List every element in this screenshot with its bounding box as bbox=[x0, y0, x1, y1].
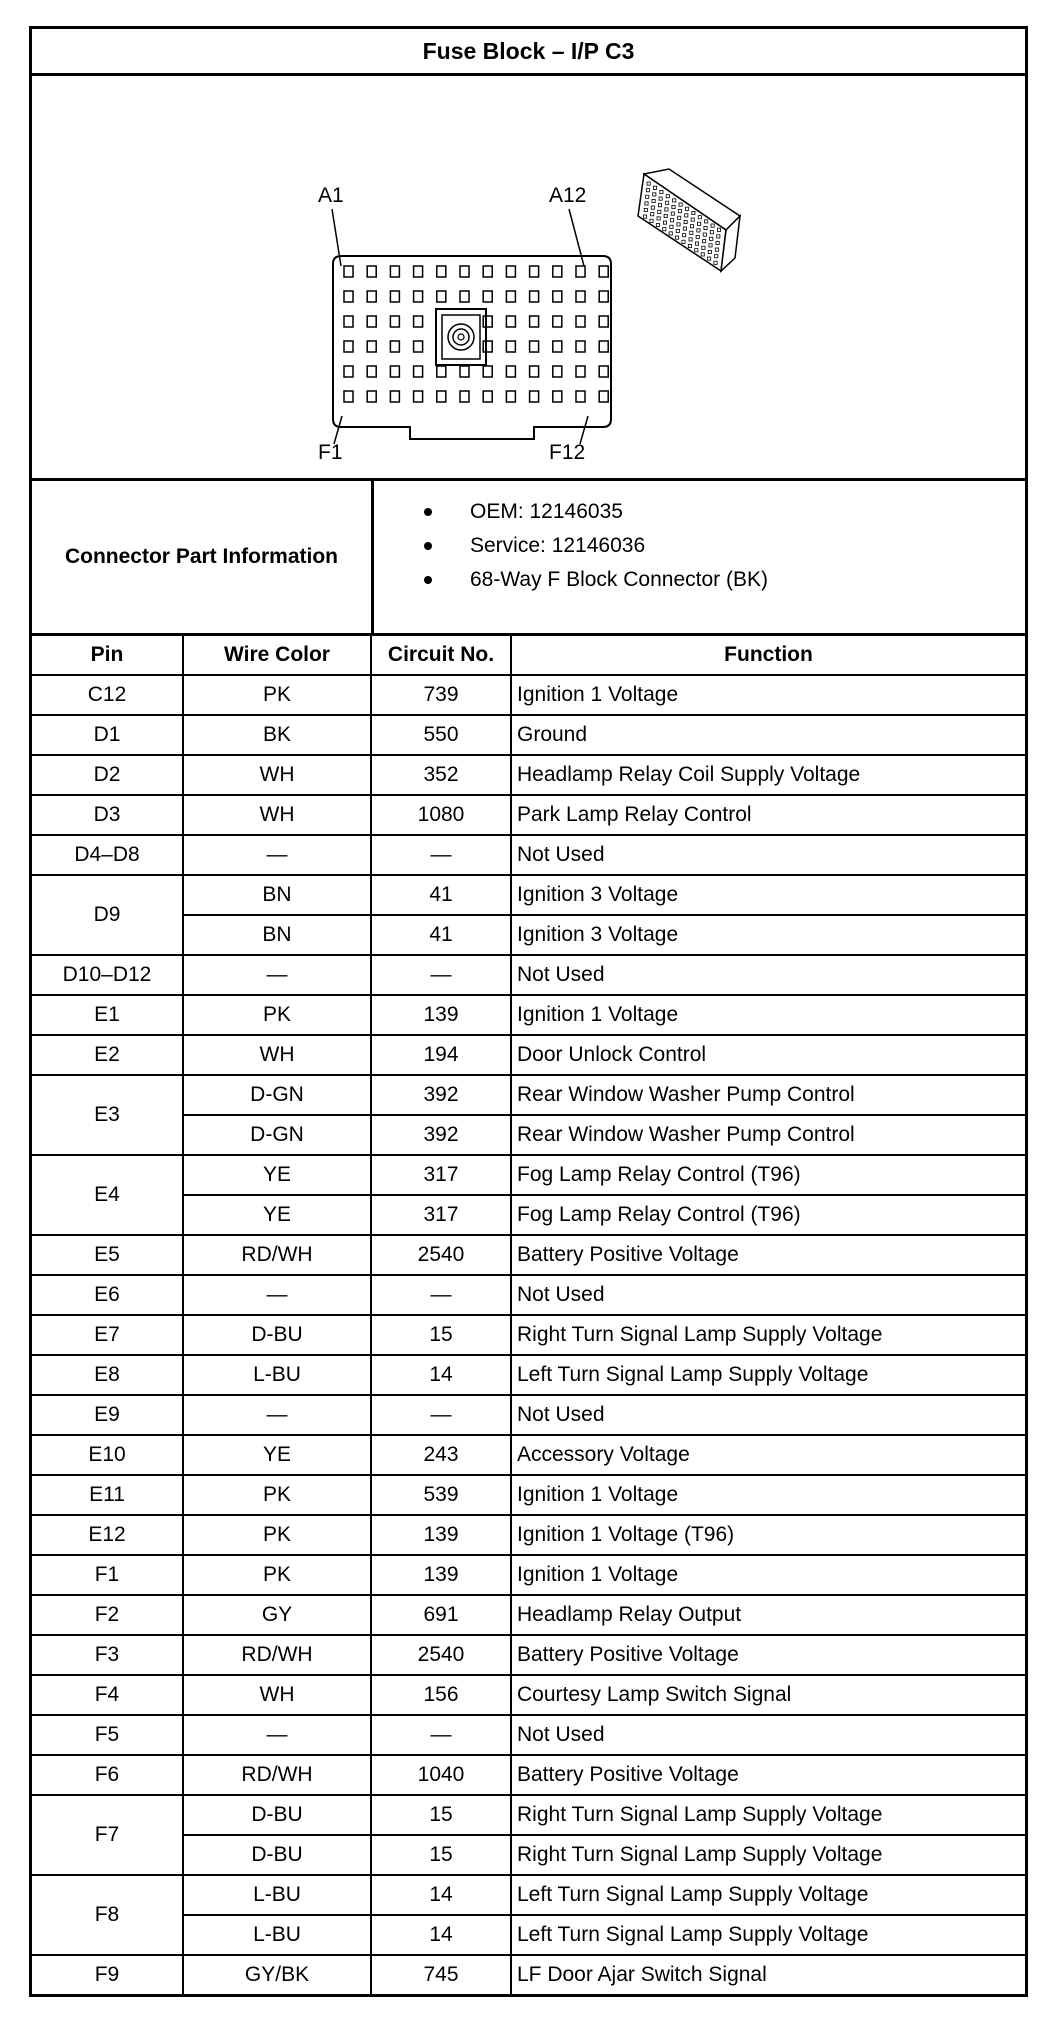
pin-cavity bbox=[367, 266, 376, 277]
cell-pin: E6 bbox=[32, 1275, 183, 1315]
pin-cavity bbox=[437, 266, 446, 277]
table-row bbox=[32, 955, 1025, 995]
pin-cavity bbox=[414, 366, 423, 377]
cell-wire-color: — bbox=[183, 835, 371, 875]
pin-cavity bbox=[530, 366, 539, 377]
pin-cavity bbox=[460, 366, 469, 377]
cell-wire-color: PK bbox=[183, 1475, 371, 1515]
pin-cavity bbox=[553, 366, 562, 377]
table-row bbox=[32, 1435, 1025, 1475]
connector-info-list bbox=[374, 495, 1025, 597]
center-lock-outer bbox=[436, 309, 486, 365]
cell-pin: E7 bbox=[32, 1315, 183, 1355]
pin-cavity bbox=[414, 341, 423, 352]
cell-pin: F9 bbox=[32, 1955, 183, 1994]
cell-circuit-no: 14 bbox=[371, 1355, 511, 1395]
pin-cavity bbox=[599, 291, 608, 302]
cell-pin: D10–D12 bbox=[32, 955, 183, 995]
cell-circuit-no: 1080 bbox=[371, 795, 511, 835]
pin-cavity bbox=[483, 316, 492, 327]
pin-cavity bbox=[344, 266, 353, 277]
table-row bbox=[32, 1475, 1025, 1515]
table-row bbox=[32, 1355, 1025, 1395]
cell-wire-color: BN bbox=[183, 875, 371, 915]
table-row bbox=[32, 1755, 1025, 1795]
cell-circuit-no: 243 bbox=[371, 1435, 511, 1475]
cell-circuit-no: 15 bbox=[371, 1795, 511, 1835]
cell-function: Accessory Voltage bbox=[511, 1435, 1025, 1475]
pin-cavity bbox=[553, 341, 562, 352]
pin-cavity bbox=[414, 391, 423, 402]
cell-function: Left Turn Signal Lamp Supply Voltage bbox=[511, 1355, 1025, 1395]
cell-circuit-no: — bbox=[371, 955, 511, 995]
cell-wire-color: D-GN bbox=[183, 1115, 371, 1155]
cell-pin: F2 bbox=[32, 1595, 183, 1635]
pin-cavity bbox=[483, 366, 492, 377]
connector-sheet bbox=[29, 26, 1028, 1997]
cell-circuit-no: 139 bbox=[371, 1515, 511, 1555]
pin-cavity bbox=[483, 266, 492, 277]
cell-circuit-no: 14 bbox=[371, 1915, 511, 1955]
pin-cavity bbox=[553, 316, 562, 327]
cell-wire-color: L-BU bbox=[183, 1355, 371, 1395]
cell-function: Not Used bbox=[511, 1275, 1025, 1315]
pin-cavity bbox=[390, 266, 399, 277]
pin-cavity bbox=[530, 266, 539, 277]
pin-cavity bbox=[506, 341, 515, 352]
cell-function: Battery Positive Voltage bbox=[511, 1635, 1025, 1675]
pin-cavity bbox=[506, 366, 515, 377]
cell-circuit-no: 139 bbox=[371, 995, 511, 1035]
pin-label-f1: F1 bbox=[318, 441, 343, 464]
cell-circuit-no: 691 bbox=[371, 1595, 511, 1635]
cell-wire-color: GY bbox=[183, 1595, 371, 1635]
connector-info-oem: OEM: 12146035 bbox=[424, 495, 1025, 529]
table-row bbox=[32, 1315, 1025, 1355]
cell-pin: E10 bbox=[32, 1435, 183, 1475]
pin-cavity bbox=[414, 316, 423, 327]
cell-pin: F6 bbox=[32, 1755, 183, 1795]
cell-pin: F1 bbox=[32, 1555, 183, 1595]
cell-pin: C12 bbox=[32, 675, 183, 715]
cell-function: Ignition 1 Voltage bbox=[511, 995, 1025, 1035]
pin-cavity bbox=[553, 391, 562, 402]
cell-wire-color: L-BU bbox=[183, 1875, 371, 1915]
pin-cavity bbox=[576, 341, 585, 352]
cell-pin: D3 bbox=[32, 795, 183, 835]
cell-wire-color: PK bbox=[183, 1515, 371, 1555]
pin-cavity bbox=[599, 266, 608, 277]
cell-wire-color: — bbox=[183, 1395, 371, 1435]
cell-circuit-no: 15 bbox=[371, 1315, 511, 1355]
cell-circuit-no: 317 bbox=[371, 1155, 511, 1195]
leader-f12 bbox=[580, 416, 588, 444]
center-lock-hole bbox=[458, 334, 464, 340]
pin-cavity bbox=[390, 291, 399, 302]
pin-cavity bbox=[576, 266, 585, 277]
pin-cavity bbox=[483, 391, 492, 402]
leader-f1 bbox=[334, 416, 342, 444]
pin-cavity bbox=[344, 341, 353, 352]
header-function: Function bbox=[511, 636, 1025, 675]
cell-circuit-no: — bbox=[371, 835, 511, 875]
center-lock-ring bbox=[448, 324, 474, 350]
cell-wire-color: WH bbox=[183, 755, 371, 795]
cell-pin: F4 bbox=[32, 1675, 183, 1715]
page-title: Fuse Block – I/P C3 bbox=[32, 29, 1025, 76]
pin-cavity bbox=[483, 291, 492, 302]
table-row bbox=[32, 1555, 1025, 1595]
cell-pin: D2 bbox=[32, 755, 183, 795]
pin-cavity bbox=[367, 291, 376, 302]
cell-wire-color: — bbox=[183, 1275, 371, 1315]
cell-wire-color: WH bbox=[183, 1035, 371, 1075]
cell-wire-color: YE bbox=[183, 1155, 371, 1195]
cell-pin: E5 bbox=[32, 1235, 183, 1275]
header-wire-color: Wire Color bbox=[183, 636, 371, 675]
cell-circuit-no: 352 bbox=[371, 755, 511, 795]
cell-wire-color: — bbox=[183, 1715, 371, 1755]
table-row bbox=[32, 1155, 1025, 1195]
connector-info-label: Connector Part Information bbox=[32, 481, 374, 633]
cell-pin: F8 bbox=[32, 1875, 183, 1955]
header-circuit-no: Circuit No. bbox=[371, 636, 511, 675]
pin-cavity bbox=[576, 291, 585, 302]
cell-circuit-no: 317 bbox=[371, 1195, 511, 1235]
table-row bbox=[32, 1035, 1025, 1075]
cell-circuit-no: 2540 bbox=[371, 1235, 511, 1275]
cell-circuit-no: 550 bbox=[371, 715, 511, 755]
cell-function: Right Turn Signal Lamp Supply Voltage bbox=[511, 1315, 1025, 1355]
pin-cavity bbox=[506, 391, 515, 402]
pin-cavity bbox=[599, 366, 608, 377]
pin-cavity bbox=[367, 316, 376, 327]
connector-part-info bbox=[32, 481, 1025, 636]
cell-circuit-no: 392 bbox=[371, 1115, 511, 1155]
cell-circuit-no: — bbox=[371, 1715, 511, 1755]
center-lock-ring-inner bbox=[453, 329, 469, 345]
pin-cavity bbox=[553, 291, 562, 302]
cell-circuit-no: — bbox=[371, 1275, 511, 1315]
table-header-row bbox=[32, 636, 1025, 675]
cell-circuit-no: 15 bbox=[371, 1835, 511, 1875]
cell-function: Fog Lamp Relay Control (T96) bbox=[511, 1155, 1025, 1195]
pin-cavity bbox=[344, 291, 353, 302]
cell-circuit-no: 2540 bbox=[371, 1635, 511, 1675]
table-row bbox=[32, 755, 1025, 795]
cell-function: Ignition 3 Voltage bbox=[511, 875, 1025, 915]
pin-cavity bbox=[437, 391, 446, 402]
cell-pin: E2 bbox=[32, 1035, 183, 1075]
pin-cavity bbox=[414, 291, 423, 302]
cell-function: Ignition 1 Voltage bbox=[511, 1555, 1025, 1595]
cell-wire-color: PK bbox=[183, 1555, 371, 1595]
connector-info-service: Service: 12146036 bbox=[424, 529, 1025, 563]
pin-cavity bbox=[390, 366, 399, 377]
cell-pin: D1 bbox=[32, 715, 183, 755]
pin-label-a12: A12 bbox=[549, 184, 587, 207]
pin-cavity bbox=[599, 316, 608, 327]
cell-pin: F3 bbox=[32, 1635, 183, 1675]
cell-circuit-no: 392 bbox=[371, 1075, 511, 1115]
cell-pin: D9 bbox=[32, 875, 183, 955]
table-row bbox=[32, 835, 1025, 875]
cell-function: Fog Lamp Relay Control (T96) bbox=[511, 1195, 1025, 1235]
cell-wire-color: GY/BK bbox=[183, 1955, 371, 1994]
pin-cavity bbox=[483, 341, 492, 352]
cell-circuit-no: 739 bbox=[371, 675, 511, 715]
header-pin: Pin bbox=[32, 636, 183, 675]
table-row bbox=[32, 1675, 1025, 1715]
cell-function: Right Turn Signal Lamp Supply Voltage bbox=[511, 1795, 1025, 1835]
leader-a12 bbox=[569, 209, 584, 266]
cell-function: Courtesy Lamp Switch Signal bbox=[511, 1675, 1025, 1715]
cell-pin: E3 bbox=[32, 1075, 183, 1155]
cell-function: Ground bbox=[511, 715, 1025, 755]
pin-cavity bbox=[390, 391, 399, 402]
table-row bbox=[32, 1275, 1025, 1315]
cell-circuit-no: 1040 bbox=[371, 1755, 511, 1795]
pin-cavity bbox=[367, 391, 376, 402]
pin-cavity bbox=[344, 391, 353, 402]
cell-function: Not Used bbox=[511, 955, 1025, 995]
pin-cavity bbox=[344, 366, 353, 377]
cell-function: Battery Positive Voltage bbox=[511, 1755, 1025, 1795]
pin-cavity bbox=[437, 291, 446, 302]
cell-wire-color: PK bbox=[183, 675, 371, 715]
cell-function: Ignition 1 Voltage (T96) bbox=[511, 1515, 1025, 1555]
pin-cavity bbox=[506, 291, 515, 302]
cell-function: Rear Window Washer Pump Control bbox=[511, 1075, 1025, 1115]
pin-label-a1: A1 bbox=[318, 184, 344, 207]
pin-cavity bbox=[530, 391, 539, 402]
cell-wire-color: BK bbox=[183, 715, 371, 755]
cell-pin: E12 bbox=[32, 1515, 183, 1555]
table-row bbox=[32, 1515, 1025, 1555]
cell-function: Right Turn Signal Lamp Supply Voltage bbox=[511, 1835, 1025, 1875]
pin-cavity bbox=[460, 266, 469, 277]
pin-cavity bbox=[553, 266, 562, 277]
cell-function: Ignition 3 Voltage bbox=[511, 915, 1025, 955]
pin-cavity bbox=[576, 391, 585, 402]
table-row bbox=[32, 1635, 1025, 1675]
table-row bbox=[32, 1075, 1025, 1115]
cell-function: LF Door Ajar Switch Signal bbox=[511, 1955, 1025, 1994]
cell-pin: E4 bbox=[32, 1155, 183, 1235]
cell-wire-color: RD/WH bbox=[183, 1235, 371, 1275]
cell-function: Left Turn Signal Lamp Supply Voltage bbox=[511, 1915, 1025, 1955]
cell-function: Ignition 1 Voltage bbox=[511, 1475, 1025, 1515]
cell-circuit-no: 14 bbox=[371, 1875, 511, 1915]
cell-circuit-no: 41 bbox=[371, 875, 511, 915]
cell-function: Left Turn Signal Lamp Supply Voltage bbox=[511, 1875, 1025, 1915]
connector-face-drawing bbox=[32, 76, 1025, 478]
cell-wire-color: YE bbox=[183, 1195, 371, 1235]
table-row bbox=[32, 715, 1025, 755]
cell-pin: E1 bbox=[32, 995, 183, 1035]
pin-cavity bbox=[367, 366, 376, 377]
pin-cavity bbox=[344, 316, 353, 327]
cell-function: Park Lamp Relay Control bbox=[511, 795, 1025, 835]
table-row bbox=[32, 1235, 1025, 1275]
cell-wire-color: D-BU bbox=[183, 1315, 371, 1355]
pinout-table bbox=[32, 636, 1025, 1994]
cell-wire-color: RD/WH bbox=[183, 1755, 371, 1795]
cell-pin: E8 bbox=[32, 1355, 183, 1395]
connector-diagram bbox=[32, 76, 1025, 481]
cell-function: Door Unlock Control bbox=[511, 1035, 1025, 1075]
cell-circuit-no: 194 bbox=[371, 1035, 511, 1075]
pin-cavity bbox=[414, 266, 423, 277]
table-row bbox=[32, 1595, 1025, 1635]
table-row bbox=[32, 675, 1025, 715]
cell-wire-color: BN bbox=[183, 915, 371, 955]
cell-wire-color: WH bbox=[183, 795, 371, 835]
cell-wire-color: PK bbox=[183, 995, 371, 1035]
pin-cavity bbox=[460, 291, 469, 302]
cell-function: Ignition 1 Voltage bbox=[511, 675, 1025, 715]
cell-circuit-no: 745 bbox=[371, 1955, 511, 1994]
pin-cavity bbox=[367, 341, 376, 352]
cell-wire-color: RD/WH bbox=[183, 1635, 371, 1675]
cell-pin: E11 bbox=[32, 1475, 183, 1515]
cell-circuit-no: 41 bbox=[371, 915, 511, 955]
cell-wire-color: D-BU bbox=[183, 1835, 371, 1875]
cell-pin: F7 bbox=[32, 1795, 183, 1875]
cell-circuit-no: 539 bbox=[371, 1475, 511, 1515]
cell-function: Headlamp Relay Output bbox=[511, 1595, 1025, 1635]
cell-wire-color: WH bbox=[183, 1675, 371, 1715]
connector-info-description: 68-Way F Block Connector (BK) bbox=[424, 563, 1025, 597]
table-row bbox=[32, 1875, 1025, 1915]
cell-wire-color: D-BU bbox=[183, 1795, 371, 1835]
cell-function: Headlamp Relay Coil Supply Voltage bbox=[511, 755, 1025, 795]
cell-pin: D4–D8 bbox=[32, 835, 183, 875]
pin-cavity bbox=[530, 316, 539, 327]
pin-cavity bbox=[530, 341, 539, 352]
cell-function: Not Used bbox=[511, 1395, 1025, 1435]
table-row bbox=[32, 875, 1025, 915]
pin-cavity bbox=[390, 316, 399, 327]
pin-cavity bbox=[460, 391, 469, 402]
pin-cavity bbox=[576, 366, 585, 377]
cell-function: Not Used bbox=[511, 835, 1025, 875]
pin-cavity bbox=[599, 341, 608, 352]
cell-wire-color: L-BU bbox=[183, 1915, 371, 1955]
pin-cavity bbox=[599, 391, 608, 402]
cell-circuit-no: 156 bbox=[371, 1675, 511, 1715]
cell-function: Battery Positive Voltage bbox=[511, 1235, 1025, 1275]
table-row bbox=[32, 1795, 1025, 1835]
pin-cavity bbox=[390, 341, 399, 352]
pin-cavity bbox=[506, 316, 515, 327]
cell-circuit-no: 139 bbox=[371, 1555, 511, 1595]
table-row bbox=[32, 1955, 1025, 1994]
pin-cavity bbox=[506, 266, 515, 277]
table-row bbox=[32, 995, 1025, 1035]
cell-wire-color: — bbox=[183, 955, 371, 995]
pin-label-f12: F12 bbox=[549, 441, 586, 464]
table-row bbox=[32, 1395, 1025, 1435]
cell-function: Rear Window Washer Pump Control bbox=[511, 1115, 1025, 1155]
pin-cavity bbox=[437, 366, 446, 377]
cell-function: Not Used bbox=[511, 1715, 1025, 1755]
cell-pin: E9 bbox=[32, 1395, 183, 1435]
cell-wire-color: D-GN bbox=[183, 1075, 371, 1115]
table-row bbox=[32, 1715, 1025, 1755]
pin-cavity bbox=[576, 316, 585, 327]
table-row bbox=[32, 795, 1025, 835]
cell-wire-color: YE bbox=[183, 1435, 371, 1475]
pin-cavity bbox=[530, 291, 539, 302]
cell-pin: F5 bbox=[32, 1715, 183, 1755]
cell-circuit-no: — bbox=[371, 1395, 511, 1435]
